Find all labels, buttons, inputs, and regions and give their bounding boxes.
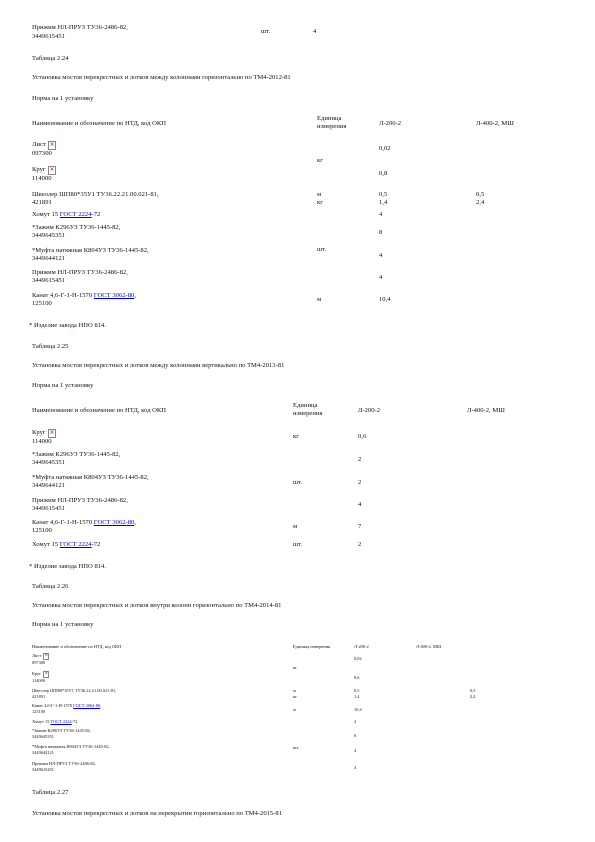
broken-image-icon [43,653,49,660]
table-title: Таблица 2.27 [32,789,69,796]
broken-image-icon [48,166,56,175]
table-row: *Зажим К296УЗ ТУ36-1445-82, 3449645351 [32,728,91,739]
table-row: Швеллер ШП80*35У1 ТУ36.22.21.00.021-81, 421891 [32,191,159,207]
cell-value: 0,5 2,4 [476,191,485,207]
unit-value: м [317,296,322,303]
gost-link[interactable]: ГОСТ 3062-80 [73,703,101,708]
cell-value: 4 [379,211,383,218]
cell-value: 0,6 [358,433,367,440]
table-description: Установка мостов перекрестных и лотков внутри колонн горизонтально по ТМ4-2014-81 [32,602,282,609]
cell-value: 10,4 [379,296,391,303]
table-row: Лист× 097300 [32,141,56,158]
table-row: Канат 4,6-Г-1-Н-1570 ГОСТ 3062-80, 125100 [32,292,136,308]
cell-value: 0,5 1,4 [354,688,360,699]
unit-value: шт. [293,479,303,486]
broken-image-icon [43,671,49,678]
item-name: Прижим НЛ-ПРУЗ ТУ36-2486-82, [32,24,128,31]
column-header-l200: Л-200-2 [379,120,402,127]
table-row: Круг× 114000 [32,671,49,684]
cell-value: 2 [358,541,362,548]
table-description: Установка мостов перекрестных и лотков между колоннами вертикально по ТМ4-2013-81 [32,362,285,369]
cell-value: 10,4 [354,707,362,712]
cell-value: 0,6 [354,675,360,680]
table-row: *Зажим К296УЗ ТУ36-1445-82, 3449645351 [32,451,121,467]
cell-value: 4 [379,274,383,281]
okp-code: 3449615451 [32,33,65,40]
footnote: * Изделие завода НПО 814. [29,563,106,570]
cell-value: 0,5 2,4 [470,688,476,699]
cell-value: 4 [354,748,357,753]
table-row: Лист× 097300 [32,653,49,666]
table-description: Установка мостов перекрестных и лотков между колоннами горизонтально по ТМ4-2012-81 [32,74,291,81]
table-row: Канат 4,6-Г-1-Н-1570 ГОСТ 3062-80, 125100 [32,519,136,535]
column-header-name: Наименование и обозначение по НТД, код ОКП [32,644,122,649]
unit-value: м [293,707,296,712]
table-title: Таблица 2.24 [32,55,69,62]
unit-value: м кг [317,191,323,207]
table-row: Прижим НЛ-ПРУЗ ТУ36-2486-82, 3449615451 [32,761,96,772]
table-row: *Муфта натяжная К804УЗ ТУ36-1445-82, 3449644121 [32,247,149,263]
gost-link[interactable]: ГОСТ 2224 [50,719,72,724]
cell-value: 2 [358,456,362,463]
column-header-name: Наименование и обозначение по НТД, код ОКП [32,120,167,127]
table-row: Хомут 15 ГОСТ 2224-72 [32,211,101,218]
table-row: Круг× 114000 [32,166,56,183]
unit-value: шт. [261,28,271,35]
norm-label: Норма на 1 установку [32,621,94,628]
table-row: Хомут 15 ГОСТ 2224-72 [32,719,78,724]
table-row: Прижим НЛ-ПРУЗ ТУ36-2486-82, 3449615451 [32,269,128,285]
column-header-l400: Л-400-2, МШ [416,644,442,649]
column-header-unit: Единица измерения [293,644,330,649]
cell-value: 0,02 [379,145,391,152]
cell-value: 4 [358,501,362,508]
table-row: *Муфта натяжная К804УЗ ТУ36-1445-82, 3449644121 [32,744,110,755]
unit-value: шт. [293,745,300,750]
unit-value: кг [317,157,323,164]
table-row: Круг× 114000 [32,429,56,446]
cell-value: 4 [354,765,357,770]
table-row: Швеллер ШП80*35У1 ТУ36.22.21.00.021-81, 421891 [32,688,117,699]
cell-value: 0,5 1,4 [379,191,388,207]
table-row: Канат 4,6-Г-1-Н-1570 ГОСТ 3062-80, 125100 [32,703,102,714]
unit-value: шт. [317,246,327,253]
cell-value: 0,8 [379,170,388,177]
column-header-name: Наименование и обозначение по НТД, код ОКП [32,407,167,414]
broken-image-icon [48,429,56,438]
table-row: Хомут 15 ГОСТ 2224-72 [32,541,101,548]
table-title: Таблица 2.25 [32,343,69,350]
unit-value: шт. [293,541,303,548]
cell-value: 0,02 [354,656,362,661]
gost-link[interactable]: ГОСТ 3062-80 [93,519,135,526]
qty-value: 4 [313,28,317,35]
column-header-l200: Л-200-2 [358,407,381,414]
cell-value: 4 [379,252,383,259]
table-row: *Зажим К296УЗ ТУ36-1445-82, 3449645351 [32,224,121,240]
cell-value: 6 [354,733,357,738]
column-header-unit: Единица измерения [293,402,323,418]
unit-value: м [293,523,298,530]
footnote: * Изделие завода НПО 814. [29,322,106,329]
column-header-l400: Л-400-2, МШ [467,407,505,414]
column-header-l400: Л-400-2, МШ [476,120,514,127]
norm-label: Норма на 1 установку [32,95,94,102]
table-row: Прижим НЛ-ПРУЗ ТУ36-2486-82, 3449615451 [32,497,128,513]
cell-value: 7 [358,523,362,530]
column-header-l200: Л-200-2 [354,644,369,649]
table-description: Установка мостов перекрестных и лотков на перекрытии горизонтально по ТМ4-2015-81 [32,810,283,817]
unit-value: кг [293,665,297,670]
table-row: *Муфта натяжная К804УЗ ТУ36-1445-82, 3449644121 [32,474,149,490]
gost-link[interactable]: ГОСТ 2224 [59,211,92,218]
cell-value: 2 [354,719,357,724]
unit-value: м кг [293,688,297,699]
broken-image-icon [48,141,56,150]
column-header-unit: Единица измерения [317,115,347,131]
cell-value: 2 [358,479,362,486]
unit-value: кг [293,433,299,440]
gost-link[interactable]: ГОСТ 3062-80 [93,292,135,299]
norm-label: Норма на 1 установку [32,382,94,389]
gost-link[interactable]: ГОСТ 2224 [59,541,92,548]
table-title: Таблица 2.26 [32,583,69,590]
cell-value: 8 [379,229,383,236]
